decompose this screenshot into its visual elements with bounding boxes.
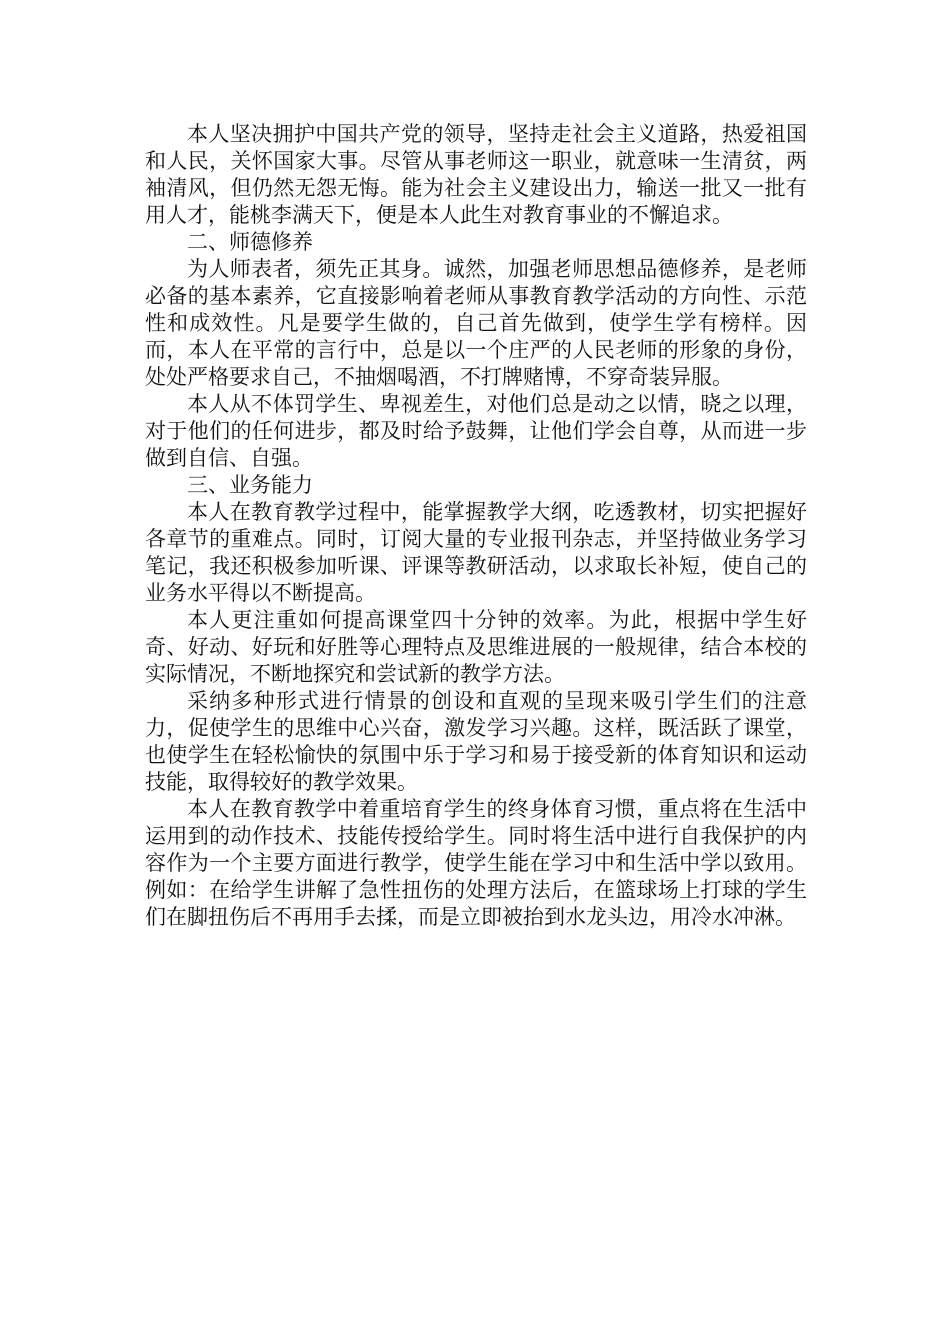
paragraph-classroom-efficiency: 本人更注重如何提高课堂四十分钟的效率。为此，根据中学生好奇、好动、好玩和好胜等心理特点及思维进展的一般规律，结合本校的实际情况，不断地探究和尝试新的教学方法。 xyxy=(145,608,807,686)
paragraph-teaching-methods: 采纳多种形式进行情景的创设和直观的呈现来吸引学生们的注意力，促使学生的思维中心兴奋，激发学习兴趣。这样，既活跃了课堂，也使学生在轻松愉快的氛围中乐于学习和易于接受新的体育知识和运动技能，取得较好的教学效果。 xyxy=(145,689,807,794)
paragraph-professional-study: 本人在教育教学过程中，能掌握教学大纲，吃透教材，切实把握好各章节的重难点。同时，订阅大量的专业报刊杂志，并坚持做业务学习笔记，我还积极参加听课、评课等教研活动，以求取长补短，使自己的业务水平得以不断提高。 xyxy=(145,500,807,605)
paragraph-political-stance: 本人坚决拥护中国共产党的领导，坚持走社会主义道路，热爱祖国和人民，关怀国家大事。尽管从事老师这一职业，就意味一生清贫，两袖清风，但仍然无怨无悔。能为社会主义建设出力，输送一批又一批有用人才，能桃李满天下，便是本人此生对教育事业的不懈追求。 xyxy=(145,122,807,227)
document-body xyxy=(145,121,807,931)
paragraph-student-care: 本人从不体罚学生、卑视差生，对他们总是动之以情，晓之以理，对于他们的任何进步，都及时给予鼓舞，让他们学会自尊，从而进一步做到自信、自强。 xyxy=(145,392,807,470)
paragraph-lifelong-sports: 本人在教育教学中着重培育学生的终身体育习惯，重点将在生活中运用到的动作技术、技能传授给学生。同时将生活中进行自我保护的内容作为一个主要方面进行教学，使学生能在学习中和生活中学以致用。例如：在给学生讲解了急性扭伤的处理方法后，在篮球场上打球的学生们在脚扭伤后不再用手去揉，而是立即被抬到水龙头边，用冷水冲淋。 xyxy=(145,797,807,929)
section-heading-ethics: 二、师德修养 xyxy=(187,230,313,254)
section-heading-professional-ability: 三、业务能力 xyxy=(187,473,313,497)
paragraph-ethics-role-model: 为人师表者，须先正其身。诚然，加强老师思想品德修养，是老师必备的基本素养，它直接影响着老师从事教育教学活动的方向性、示范性和成效性。凡是要学生做的，自己首先做到，使学生学有榜样。因而，本人在平常的言行中，总是以一个庄严的人民老师的形象的身份，处处严格要求自己，不抽烟喝酒，不打牌赌博，不穿奇装异服。 xyxy=(145,257,807,389)
